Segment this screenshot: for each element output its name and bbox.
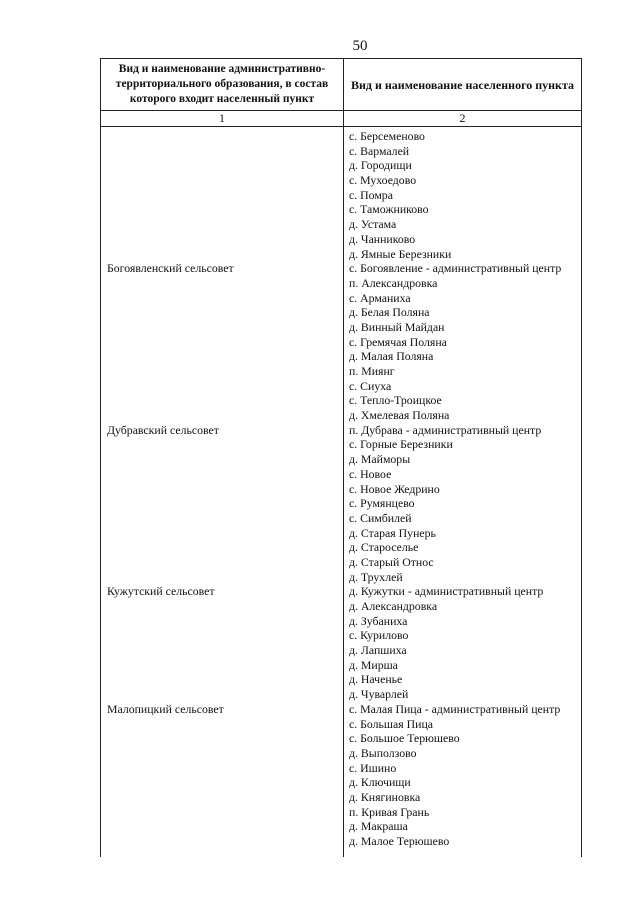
table-row [101,628,581,643]
district-cell [101,643,343,658]
table-row [101,276,581,291]
district-cell [101,232,343,247]
table-row [101,291,581,306]
settlement-cell: с. Горные Березники [349,437,453,452]
settlement-cell: д. Старая Пунерь [349,525,436,540]
table-row [101,144,581,159]
settlement-cell: с. Симбилей [349,510,412,525]
district-cell [101,599,343,614]
table-row [101,379,581,394]
district-cell [101,393,343,408]
table-header [100,58,582,110]
settlement-cell: с. Вармалей [349,143,410,158]
settlement-cell: д. Александровка [349,599,438,613]
district-cell [101,834,343,849]
settlement-cell: п. Кривая Грань [349,804,430,819]
table-row [101,819,581,834]
district-cell [101,540,343,555]
settlement-cell: д. Наченье [349,672,403,687]
table-row [101,526,581,541]
district-cell [101,672,343,687]
district-cell [101,349,343,364]
table-row [101,247,581,262]
table-row [101,643,581,658]
settlement-cell: д. Зубаниха [349,613,408,628]
table-body [100,127,582,857]
table-row [101,467,581,482]
table-row [101,555,581,570]
page-number: 50 [352,38,368,54]
district-cell [101,144,343,159]
table-row [101,261,581,276]
table-row [101,687,581,702]
district-cell [101,658,343,673]
table-row [101,158,581,173]
district-cell [101,291,343,306]
settlements-table [100,58,582,857]
table-row [101,393,581,408]
table-row [101,349,581,364]
district-cell [101,496,343,511]
settlement-cell: д. Малое Терюшево [349,834,450,848]
district-cell [101,717,343,732]
district-cell [101,452,343,467]
settlement-cell: п. Дубрава - административный центр [349,422,542,437]
settlement-cell: п. Миянг [349,364,395,378]
district-cell [101,819,343,834]
table-row [101,408,581,423]
district-cell [101,570,343,585]
district-cell [101,173,343,188]
table-row [101,717,581,732]
district-cell [101,217,343,232]
settlement-cell: с. Румянцево [349,496,415,511]
settlement-cell: д. Княгиновка [349,789,421,804]
settlement-cell: с. Ишино [349,760,397,775]
table-row [101,188,581,203]
column-number-1: 1 [101,111,344,126]
table-row [101,364,581,379]
district-cell [101,437,343,452]
district-cell [101,775,343,790]
table-row [101,775,581,790]
table-row [101,761,581,776]
district-cell [101,790,343,805]
table-row [101,305,581,320]
settlement-cell: д. Хмелевая Поляна [349,408,450,423]
district-cell [101,335,343,350]
column-numbers-row [100,110,582,127]
district-cell [101,482,343,497]
table-row [101,746,581,761]
settlement-cell: д. Устама [349,217,397,232]
district-cell [101,188,343,203]
district-cell [101,687,343,702]
settlement-cell: д. Старый Относ [349,554,434,569]
table-row [101,672,581,687]
settlement-cell: д. Белая Поляна [349,305,430,320]
table-row [101,511,581,526]
settlement-cell: с. Новое [349,466,392,481]
district-cell: Кужутский сельсовет [107,584,215,599]
settlement-cell: д. Винный Майдан [349,319,445,334]
table-row [101,423,581,438]
settlement-cell: д. Выползово [349,745,417,760]
table-row [101,834,581,849]
district-cell [101,731,343,746]
table-row [101,217,581,232]
settlement-cell: д. Кужутки - административный центр [349,584,544,599]
settlement-cell: п. Александровка [349,275,438,290]
settlement-cell: с. Большое Терюшево [349,731,460,746]
settlement-cell: д. Городищи [349,158,412,173]
settlement-cell: д. Чуварлей [349,687,409,702]
table-row [101,614,581,629]
district-cell [101,511,343,526]
settlement-cell: д. Чанниково [349,231,416,246]
table-row [101,320,581,335]
settlement-cell: с. Гремячая Поляна [349,334,447,349]
district-cell [101,761,343,776]
table-row [101,437,581,452]
settlement-cell: с. Тепло-Троицкое [349,393,442,408]
district-cell [101,467,343,482]
district-cell [101,379,343,394]
district-cell [101,526,343,541]
settlement-cell: с. Новое Жедрино [349,481,440,496]
district-cell [101,408,343,423]
table-row [101,790,581,805]
settlement-cell: д. Макраша [349,819,408,834]
table-row [101,570,581,585]
district-cell [101,247,343,262]
column-number-2: 2 [459,111,466,125]
settlement-cell: д. Лапшиха [349,643,407,658]
table-row [101,335,581,350]
settlement-cell: с. Малая Пица - административный центр [349,701,561,716]
table-row [101,805,581,820]
settlement-cell: с. Арманиха [349,290,411,305]
table-rows [101,129,581,849]
header-col1: Вид и наименование административно-территориального образования, в состав которого входит населенный пункт [101,59,344,110]
district-cell [101,364,343,379]
district-cell: Богоявленский сельсовет [107,261,234,276]
settlement-cell: д. Майморы [349,452,411,467]
table-row [101,452,581,467]
settlement-cell: с. Сиуха [349,378,392,393]
district-cell [101,276,343,291]
settlement-cell: д. Ключищи [349,775,411,790]
settlement-cell: д. Ямные Березники [349,246,452,261]
settlement-cell: с. Мухоедово [349,173,417,188]
table-row [101,129,581,144]
table-row [101,496,581,511]
district-cell [101,202,343,217]
table-row [101,540,581,555]
settlement-cell: д. Малая Поляна [349,349,434,364]
settlement-cell: с. Курилово [349,628,409,643]
table-row [101,232,581,247]
district-cell: Малопицкий сельсовет [107,701,224,716]
district-cell [101,305,343,320]
settlement-cell: д. Мирша [349,657,398,672]
district-cell [101,158,343,173]
district-cell [101,320,343,335]
settlement-cell: с. Богоявление - административный центр [349,261,562,276]
table-row [101,202,581,217]
table-row [101,702,581,717]
settlement-cell: с. Помра [349,187,393,202]
settlement-cell: с. Большая Пица [349,716,433,731]
district-cell [101,614,343,629]
table-row [101,658,581,673]
settlement-cell: д. Староселье [349,540,419,555]
settlement-cell: с. Берсеменово [349,129,425,143]
district-cell [101,129,343,144]
district-cell [101,555,343,570]
settlement-cell: д. Трухлей [349,569,403,584]
table-row [101,599,581,614]
district-cell [101,805,343,820]
header-col2: Вид и наименование населенного пункта [350,77,574,92]
district-cell: Дубравский сельсовет [107,422,219,437]
district-cell [101,746,343,761]
table-row [101,173,581,188]
district-cell [101,628,343,643]
table-row [101,731,581,746]
table-row [101,482,581,497]
table-row [101,584,581,599]
settlement-cell: с. Таможниково [349,202,429,217]
